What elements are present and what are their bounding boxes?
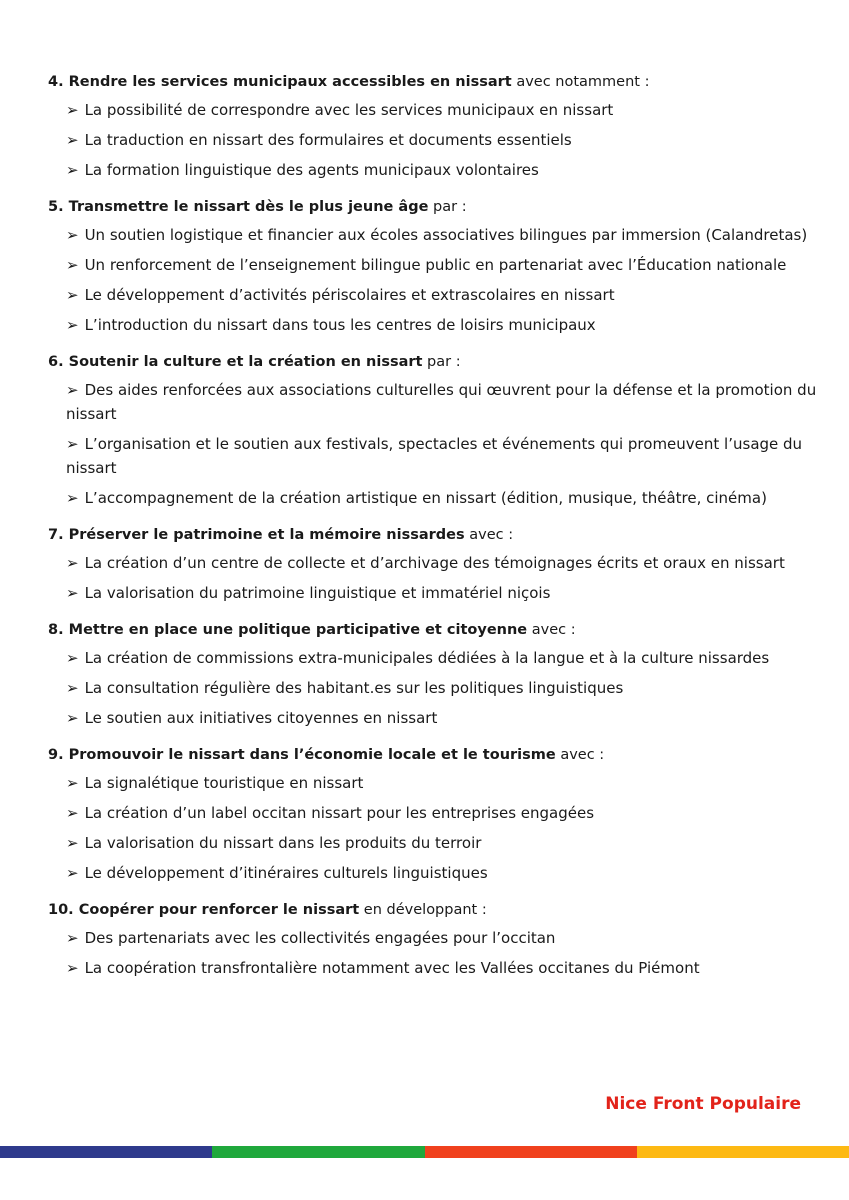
bullet-list — [48, 98, 818, 182]
list-item — [66, 98, 818, 122]
section-heading — [48, 350, 818, 374]
section-heading-bold: 6. Soutenir la culture et la création en nissart — [48, 354, 423, 370]
list-item-text: La création de commissions extra-municipales dédiées à la langue et à la culture nissardes — [84, 649, 770, 667]
section-7 — [48, 523, 818, 605]
list-item — [66, 676, 818, 700]
arrow-bullet-icon: ➢ — [66, 316, 79, 334]
bullet-list — [48, 378, 818, 510]
arrow-bullet-icon: ➢ — [66, 804, 79, 822]
list-item — [66, 128, 818, 152]
section-heading-bold: 7. Préserver le patrimoine et la mémoire nissardes — [48, 527, 465, 543]
arrow-bullet-icon: ➢ — [66, 959, 79, 977]
list-item-text: L’accompagnement de la création artistique en nissart (édition, musique, théâtre, cinéma) — [84, 489, 767, 507]
list-item-text: L’organisation et le soutien aux festivals, spectacles et événements qui promeuvent l’usage du nissart — [66, 435, 803, 477]
section-heading — [48, 523, 818, 547]
list-item-text: La consultation régulière des habitant.es sur les politiques linguistiques — [84, 679, 624, 697]
bullet-list — [48, 926, 818, 980]
list-item-text: La valorisation du nissart dans les produits du terroir — [84, 834, 482, 852]
arrow-bullet-icon: ➢ — [66, 554, 79, 572]
section-heading-rest: par : — [428, 199, 467, 215]
section-heading-bold: 9. Promouvoir le nissart dans l’économie locale et le tourisme — [48, 747, 556, 763]
list-item-text: Un soutien logistique et financier aux écoles associatives bilingues par immersion (Calandretas) — [84, 226, 808, 244]
list-item-text: Le développement d’activités périscolaires et extrascolaires en nissart — [84, 286, 615, 304]
arrow-bullet-icon: ➢ — [66, 435, 79, 453]
list-item — [66, 551, 818, 575]
list-item — [66, 801, 818, 825]
list-item-text: Des partenariats avec les collectivités engagées pour l’occitan — [84, 929, 556, 947]
list-item — [66, 486, 818, 510]
list-item-text: La valorisation du patrimoine linguistique et immatériel niçois — [84, 584, 551, 602]
list-item — [66, 223, 818, 247]
list-item-text: La possibilité de correspondre avec les services municipaux en nissart — [84, 101, 614, 119]
list-item-text: L’introduction du nissart dans tous les centres de loisirs municipaux — [84, 316, 596, 334]
section-heading-bold: 4. Rendre les services municipaux accessibles en nissart — [48, 74, 512, 90]
arrow-bullet-icon: ➢ — [66, 381, 79, 399]
bullet-list — [48, 646, 818, 730]
list-item — [66, 432, 818, 480]
section-heading-rest: par : — [422, 354, 461, 370]
arrow-bullet-icon: ➢ — [66, 286, 79, 304]
list-item-text: Un renforcement de l’enseignement bilingue public en partenariat avec l’Éducation nationale — [84, 256, 787, 274]
section-heading-bold: 5. Transmettre le nissart dès le plus jeune âge — [48, 199, 429, 215]
section-5 — [48, 195, 818, 337]
document-body — [48, 70, 818, 993]
list-item-text: La signalétique touristique en nissart — [84, 774, 364, 792]
arrow-bullet-icon: ➢ — [66, 489, 79, 507]
section-heading-bold: 8. Mettre en place une politique participative et citoyenne — [48, 622, 528, 638]
section-heading — [48, 743, 818, 767]
arrow-bullet-icon: ➢ — [66, 709, 79, 727]
list-item-text: La formation linguistique des agents municipaux volontaires — [84, 161, 539, 179]
section-heading-rest: avec : — [555, 747, 605, 763]
list-item-text: La création d’un label occitan nissart pour les entreprises engagées — [84, 804, 595, 822]
color-bar-segment — [0, 1146, 212, 1158]
footer-brand: Nice Front Populaire — [605, 1094, 801, 1114]
color-bar-segment — [637, 1146, 849, 1158]
section-10 — [48, 898, 818, 980]
arrow-bullet-icon: ➢ — [66, 679, 79, 697]
list-item — [66, 831, 818, 855]
bullet-list — [48, 551, 818, 605]
section-heading-rest: avec : — [527, 622, 576, 638]
list-item — [66, 771, 818, 795]
arrow-bullet-icon: ➢ — [66, 131, 79, 149]
section-heading — [48, 70, 818, 94]
arrow-bullet-icon: ➢ — [66, 226, 79, 244]
arrow-bullet-icon: ➢ — [66, 256, 79, 274]
list-item — [66, 283, 818, 307]
section-heading-rest: en développant : — [359, 902, 487, 918]
list-item — [66, 581, 818, 605]
list-item — [66, 646, 818, 670]
list-item — [66, 706, 818, 730]
color-bar-segment — [212, 1146, 424, 1158]
section-4 — [48, 70, 818, 182]
bullet-list — [48, 771, 818, 885]
arrow-bullet-icon: ➢ — [66, 101, 79, 119]
arrow-bullet-icon: ➢ — [66, 774, 79, 792]
bullet-list — [48, 223, 818, 337]
section-8 — [48, 618, 818, 730]
list-item — [66, 158, 818, 182]
section-heading-rest: avec notamment : — [511, 74, 650, 90]
section-heading-bold: 10. Coopérer pour renforcer le nissart — [48, 902, 360, 918]
arrow-bullet-icon: ➢ — [66, 864, 79, 882]
section-heading — [48, 618, 818, 642]
list-item-text: La coopération transfrontalière notamment avec les Vallées occitanes du Piémont — [84, 959, 700, 977]
list-item-text: La traduction en nissart des formulaires et documents essentiels — [84, 131, 572, 149]
arrow-bullet-icon: ➢ — [66, 929, 79, 947]
color-bar-segment — [425, 1146, 637, 1158]
section-heading — [48, 898, 818, 922]
list-item — [66, 378, 818, 426]
list-item-text: Le développement d’itinéraires culturels linguistiques — [84, 864, 488, 882]
list-item-text: La création d’un centre de collecte et d’archivage des témoignages écrits et oraux en nissart — [84, 554, 785, 572]
list-item — [66, 926, 818, 950]
list-item-text: Des aides renforcées aux associations culturelles qui œuvrent pour la défense et la promotion du nissart — [66, 381, 817, 423]
arrow-bullet-icon: ➢ — [66, 834, 79, 852]
section-heading-rest: avec : — [464, 527, 514, 543]
arrow-bullet-icon: ➢ — [66, 161, 79, 179]
color-bar — [0, 1146, 849, 1158]
section-9 — [48, 743, 818, 885]
section-6 — [48, 350, 818, 510]
arrow-bullet-icon: ➢ — [66, 649, 79, 667]
list-item — [66, 956, 818, 980]
list-item — [66, 313, 818, 337]
list-item — [66, 861, 818, 885]
list-item-text: Le soutien aux initiatives citoyennes en nissart — [84, 709, 438, 727]
arrow-bullet-icon: ➢ — [66, 584, 79, 602]
section-heading — [48, 195, 818, 219]
list-item — [66, 253, 818, 277]
